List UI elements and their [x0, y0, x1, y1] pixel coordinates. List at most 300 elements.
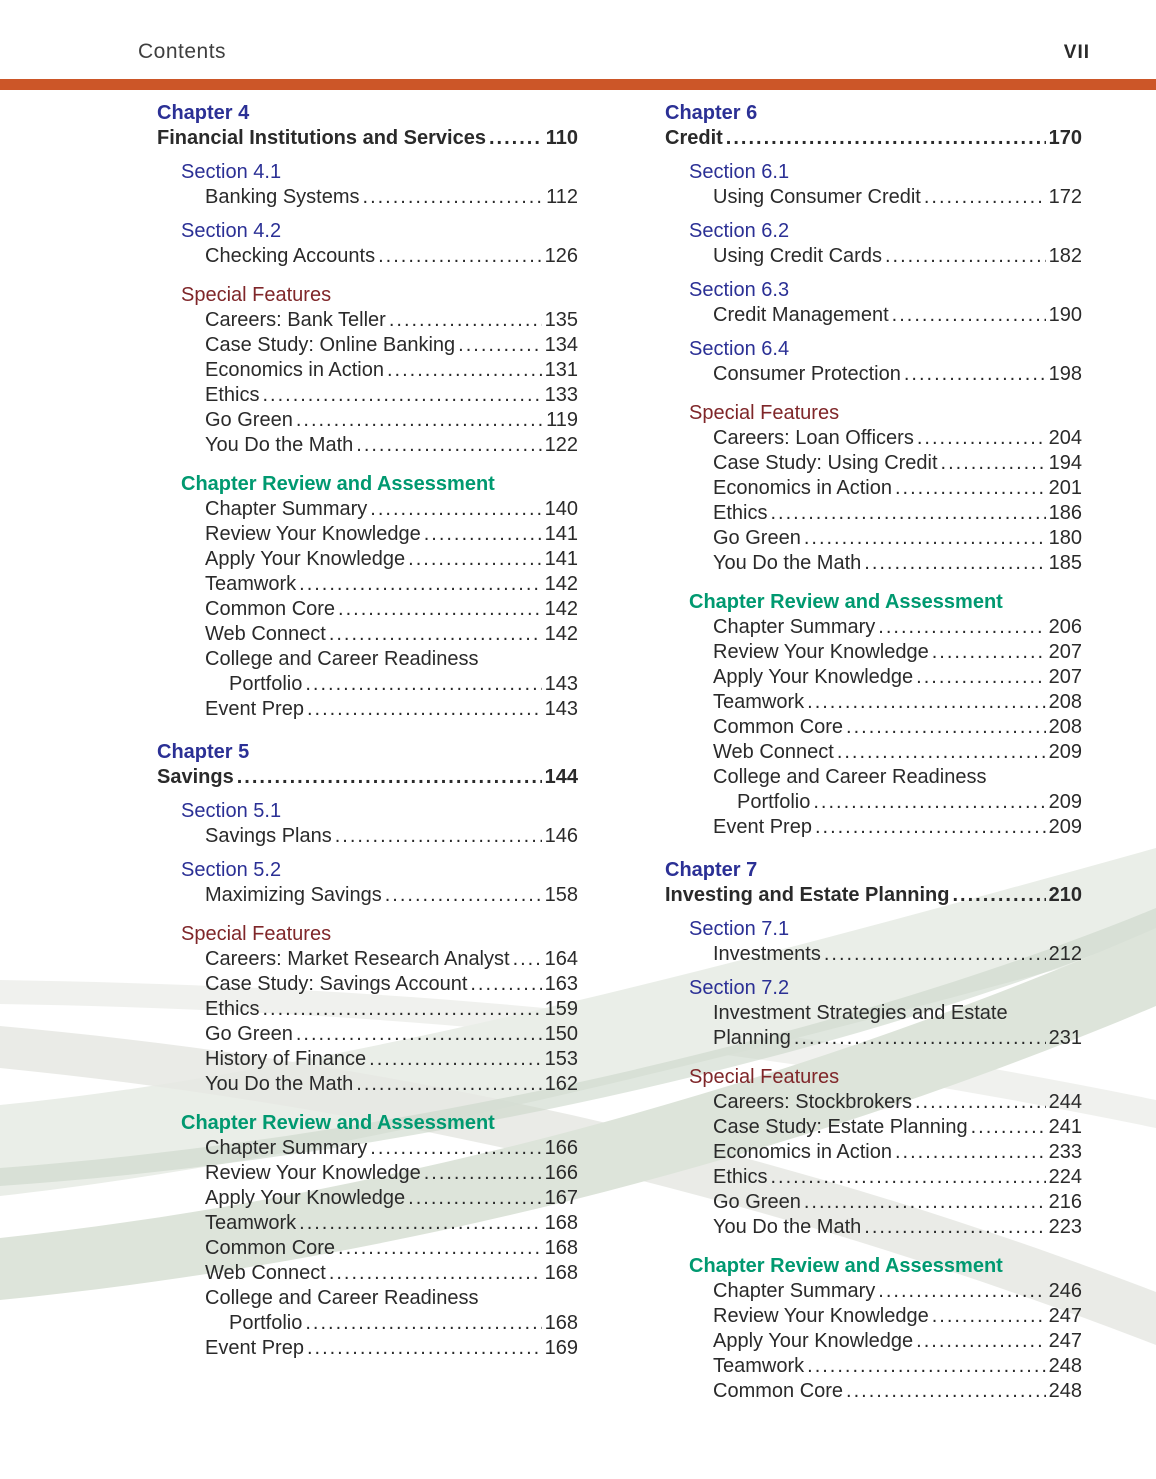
toc-entry	[157, 308, 578, 333]
features-heading: Special Features	[689, 402, 840, 424]
entry-label: Investing and Estate Planning	[665, 884, 950, 906]
page-number: 204	[1048, 427, 1082, 449]
dot-leader	[770, 501, 1045, 526]
chapter-number: Chapter 4	[157, 102, 250, 124]
dot-leader	[924, 185, 1046, 210]
entry-label: Apply Your Knowledge	[205, 1187, 406, 1209]
chapter-number: Chapter 5	[157, 741, 250, 763]
section-block	[157, 858, 578, 908]
toc-entry	[157, 333, 578, 358]
entry-label-line1: Investment Strategies and Estate	[713, 1002, 1008, 1024]
entry-label: Case Study: Online Banking	[205, 334, 456, 356]
toc-entry	[665, 501, 1082, 526]
toc-column-right	[665, 97, 1082, 1404]
toc-entry	[157, 622, 578, 647]
dot-leader	[815, 815, 1046, 840]
page-number: 122	[544, 434, 578, 456]
page-number: 209	[1048, 791, 1082, 813]
entry-label: Portfolio	[229, 673, 303, 695]
dot-leader	[892, 303, 1046, 328]
entry-label: Common Core	[713, 716, 844, 738]
entry-label: Careers: Bank Teller	[205, 309, 386, 331]
dot-leader	[424, 522, 542, 547]
toc-entry	[665, 1215, 1082, 1240]
page-number: 159	[544, 998, 578, 1020]
entry-label: Ethics	[205, 998, 260, 1020]
dot-leader	[378, 244, 542, 269]
toc-entry	[157, 1072, 578, 1097]
page-number: 231	[1048, 1027, 1082, 1049]
toc-entry	[665, 1140, 1082, 1165]
entry-label: Planning	[713, 1027, 791, 1049]
dot-leader	[895, 476, 1046, 501]
section-block	[665, 917, 1082, 967]
section-heading: Section 6.4	[689, 338, 790, 360]
toc-entry	[157, 1136, 578, 1161]
entry-label: Go Green	[205, 409, 293, 431]
entry-label: Teamwork	[205, 573, 297, 595]
entry-label: Apply Your Knowledge	[713, 1330, 914, 1352]
page-number: 206	[1048, 616, 1082, 638]
toc-entry	[157, 597, 578, 622]
dot-leader	[408, 1186, 541, 1211]
entry-label: Careers: Loan Officers	[713, 427, 914, 449]
page-number: 210	[1048, 884, 1082, 906]
section-block	[665, 976, 1082, 1051]
review-heading: Chapter Review and Assessment	[689, 1255, 1003, 1277]
page-number: 207	[1048, 666, 1082, 688]
toc-entry	[157, 383, 578, 408]
dot-leader	[804, 1190, 1046, 1215]
entry-label: Ethics	[205, 384, 260, 406]
chapter-block	[665, 858, 1082, 908]
entry-label: Review Your Knowledge	[713, 641, 929, 663]
entry-label: Teamwork	[713, 691, 805, 713]
toc-entry	[157, 1186, 578, 1211]
entry-label: Chapter Summary	[713, 1280, 876, 1302]
toc-entry	[665, 690, 1082, 715]
page-number: 170	[1048, 127, 1082, 149]
page-number: 134	[544, 334, 578, 356]
dot-leader	[385, 883, 542, 908]
dot-leader	[813, 790, 1045, 815]
page-number: 143	[544, 673, 578, 695]
entry-label: Go Green	[205, 1023, 293, 1045]
page-number: 168	[544, 1312, 578, 1334]
dot-leader	[916, 665, 1045, 690]
dot-leader	[513, 947, 542, 972]
toc-entry	[157, 947, 578, 972]
chapter-block	[665, 101, 1082, 151]
review-block	[157, 472, 578, 722]
page-number: 131	[544, 359, 578, 381]
chapter-block	[157, 740, 578, 790]
page-number: 142	[544, 598, 578, 620]
entry-label: Event Prep	[205, 698, 304, 720]
section-heading: Section 6.3	[689, 279, 790, 301]
page-number: 209	[1048, 741, 1082, 763]
entry-label: Chapter Summary	[205, 1137, 368, 1159]
toc-entry	[157, 185, 578, 210]
section-heading: Section 5.2	[181, 859, 282, 881]
review-heading: Chapter Review and Assessment	[689, 591, 1003, 613]
dot-leader	[864, 551, 1045, 576]
page-number: 244	[1048, 1091, 1082, 1113]
dot-leader	[726, 126, 1046, 151]
dot-leader	[408, 547, 541, 572]
toc-entry	[665, 1026, 1082, 1051]
toc-entry	[665, 1115, 1082, 1140]
dot-leader	[458, 333, 541, 358]
toc-entry	[157, 244, 578, 269]
entry-label: Ethics	[713, 1166, 768, 1188]
entry-label: Go Green	[713, 527, 801, 549]
entry-label: Chapter Summary	[205, 498, 368, 520]
toc-entry	[157, 1211, 578, 1236]
dot-leader	[370, 1136, 541, 1161]
section-heading: Section 4.1	[181, 161, 282, 183]
page-number: 208	[1048, 716, 1082, 738]
page-number: 180	[1048, 527, 1082, 549]
toc-entry	[157, 1047, 578, 1072]
review-heading: Chapter Review and Assessment	[181, 473, 495, 495]
dot-leader	[895, 1140, 1046, 1165]
entry-label: Apply Your Knowledge	[713, 666, 914, 688]
toc-entry	[665, 740, 1082, 765]
toc-entry	[665, 1354, 1082, 1379]
entry-label: Chapter Summary	[713, 616, 876, 638]
entry-label: Investments	[713, 943, 821, 965]
page-number: 185	[1048, 552, 1082, 574]
dot-leader	[299, 572, 541, 597]
page-number: 141	[544, 548, 578, 570]
page-number: 182	[1048, 245, 1082, 267]
entry-label: Careers: Market Research Analyst	[205, 948, 510, 970]
page-number: 166	[544, 1162, 578, 1184]
dot-leader	[794, 1026, 1046, 1051]
dot-leader	[305, 1311, 541, 1336]
entry-label: Using Consumer Credit	[713, 186, 921, 208]
entry-label: Review Your Knowledge	[713, 1305, 929, 1327]
page-number: 142	[544, 623, 578, 645]
entry-label: Portfolio	[229, 1312, 303, 1334]
dot-leader	[807, 690, 1045, 715]
entry-label: Credit Management	[713, 304, 889, 326]
dot-leader	[307, 697, 542, 722]
dot-leader	[338, 1236, 542, 1261]
entry-label: Review Your Knowledge	[205, 1162, 421, 1184]
dot-leader	[335, 824, 542, 849]
section-heading: Section 4.2	[181, 220, 282, 242]
page-number: 194	[1048, 452, 1082, 474]
dot-leader	[932, 640, 1046, 665]
page-number: 207	[1048, 641, 1082, 663]
entry-label: You Do the Math	[713, 1216, 862, 1238]
features-heading: Special Features	[689, 1066, 840, 1088]
features-block	[665, 401, 1082, 576]
section-block	[665, 160, 1082, 210]
page-number: 172	[1048, 186, 1082, 208]
entry-label: Economics in Action	[713, 1141, 892, 1163]
toc-entry	[665, 640, 1082, 665]
dot-leader	[824, 942, 1046, 967]
entry-label: Savings	[157, 766, 234, 788]
entry-label: Case Study: Estate Planning	[713, 1116, 968, 1138]
entry-label: Event Prep	[205, 1337, 304, 1359]
toc-entry	[157, 1236, 578, 1261]
entry-label: Ethics	[713, 502, 768, 524]
entry-label: Case Study: Using Credit	[713, 452, 938, 474]
entry-label: Web Connect	[205, 623, 326, 645]
toc-entry	[665, 1329, 1082, 1354]
toc-entry	[665, 1090, 1082, 1115]
toc-entry	[665, 942, 1082, 967]
page-number: 233	[1048, 1141, 1082, 1163]
entry-label: Checking Accounts	[205, 245, 376, 267]
page-header	[138, 40, 1090, 64]
toc-entry	[157, 697, 578, 722]
dot-leader	[489, 126, 543, 151]
dot-leader	[953, 883, 1046, 908]
chapter-title-row	[157, 126, 578, 151]
entry-label-line1: College and Career Readiness	[205, 1287, 479, 1309]
entry-label: Go Green	[713, 1191, 801, 1213]
toc-entry	[157, 672, 578, 697]
toc-entry	[157, 972, 578, 997]
page-number: 224	[1048, 1166, 1082, 1188]
page-number: 223	[1048, 1216, 1082, 1238]
entry-label: Consumer Protection	[713, 363, 901, 385]
entry-label: You Do the Math	[205, 1073, 354, 1095]
page-number: 168	[544, 1212, 578, 1234]
page-number: 146	[544, 825, 578, 847]
page-number: 208	[1048, 691, 1082, 713]
page-number: 186	[1048, 502, 1082, 524]
entry-label: Financial Institutions and Services	[157, 127, 486, 149]
toc-entry	[665, 815, 1082, 840]
dot-leader	[356, 1072, 541, 1097]
page-number: 112	[546, 186, 578, 208]
toc-entry	[665, 1165, 1082, 1190]
dot-leader	[389, 308, 542, 333]
dot-leader	[878, 1279, 1045, 1304]
page-title: Contents	[138, 40, 227, 63]
section-block	[665, 337, 1082, 387]
dot-leader	[915, 1090, 1046, 1115]
entry-label: Banking Systems	[205, 186, 360, 208]
dot-leader	[846, 715, 1046, 740]
toc-entry	[157, 1311, 578, 1336]
entry-label: Savings Plans	[205, 825, 332, 847]
features-heading: Special Features	[181, 923, 332, 945]
page-number: 119	[546, 409, 578, 431]
toc-entry	[157, 522, 578, 547]
page-number: 248	[1048, 1380, 1082, 1402]
dot-leader	[971, 1115, 1046, 1140]
chapter-block	[157, 101, 578, 151]
page-number: 212	[1048, 943, 1082, 965]
page-number: 247	[1048, 1330, 1082, 1352]
toc-entry	[157, 1161, 578, 1186]
features-block	[157, 922, 578, 1097]
section-block	[665, 278, 1082, 328]
section-heading: Section 5.1	[181, 800, 282, 822]
entry-label: Common Core	[713, 1380, 844, 1402]
review-block	[665, 1254, 1082, 1404]
folio-page-number: VII	[1063, 42, 1090, 63]
dot-leader	[305, 672, 541, 697]
page-number: 198	[1048, 363, 1082, 385]
entry-label: Economics in Action	[205, 359, 384, 381]
entry-label: Economics in Action	[713, 477, 892, 499]
entry-label: Using Credit Cards	[713, 245, 882, 267]
dot-leader	[932, 1304, 1046, 1329]
toc-entry	[157, 408, 578, 433]
toc-entry	[665, 1379, 1082, 1404]
dot-leader	[917, 426, 1046, 451]
chapter-number: Chapter 7	[665, 859, 758, 881]
page-number: 216	[1048, 1191, 1082, 1213]
accent-bar	[0, 79, 1156, 90]
entry-label-line1: College and Career Readiness	[205, 648, 479, 670]
page-number: 158	[544, 884, 578, 906]
page-number: 246	[1048, 1280, 1082, 1302]
page-number: 248	[1048, 1355, 1082, 1377]
toc-entry	[665, 551, 1082, 576]
entry-label-line1: College and Career Readiness	[713, 766, 987, 788]
entry-label: Web Connect	[713, 741, 834, 763]
entry-label: Maximizing Savings	[205, 884, 382, 906]
section-block	[157, 219, 578, 269]
page-number: 153	[544, 1048, 578, 1070]
toc-entry	[665, 615, 1082, 640]
page-number: 241	[1048, 1116, 1082, 1138]
entry-label: Common Core	[205, 1237, 336, 1259]
toc-column-left	[157, 97, 578, 1361]
entry-label: Review Your Knowledge	[205, 523, 421, 545]
chapter-title-row	[665, 883, 1082, 908]
entry-label: Careers: Stockbrokers	[713, 1091, 912, 1113]
dot-leader	[846, 1379, 1046, 1404]
dot-leader	[369, 1047, 541, 1072]
toc-entry	[157, 1022, 578, 1047]
section-heading: Section 6.1	[689, 161, 790, 183]
toc-entry	[157, 433, 578, 458]
page-number: 169	[544, 1337, 578, 1359]
dot-leader	[804, 526, 1046, 551]
section-block	[157, 160, 578, 210]
toc-entry	[157, 883, 578, 908]
entry-label: Credit	[665, 127, 723, 149]
dot-leader	[262, 383, 541, 408]
toc-entry	[665, 451, 1082, 476]
entry-label: Event Prep	[713, 816, 812, 838]
page-number: 140	[544, 498, 578, 520]
toc-entry	[157, 358, 578, 383]
entry-label: Portfolio	[737, 791, 811, 813]
dot-leader	[299, 1211, 541, 1236]
page-number: 143	[544, 698, 578, 720]
toc-entry	[665, 426, 1082, 451]
entry-label: You Do the Math	[713, 552, 862, 574]
section-heading: Section 7.2	[689, 977, 790, 999]
dot-leader	[296, 408, 543, 433]
page-number: 142	[544, 573, 578, 595]
page-number: 166	[544, 1137, 578, 1159]
page-number: 141	[544, 523, 578, 545]
toc-entry	[665, 362, 1082, 387]
review-heading: Chapter Review and Assessment	[181, 1112, 495, 1134]
entry-label: Teamwork	[713, 1355, 805, 1377]
toc-entry	[157, 997, 578, 1022]
dot-leader	[356, 433, 541, 458]
toc-entry	[157, 497, 578, 522]
section-heading: Section 7.1	[689, 918, 790, 940]
dot-leader	[770, 1165, 1045, 1190]
dot-leader	[807, 1354, 1045, 1379]
page-number: 126	[544, 245, 578, 267]
dot-leader	[363, 185, 544, 210]
page-number: 168	[544, 1262, 578, 1284]
page-number: 110	[545, 127, 578, 149]
section-heading: Section 6.2	[689, 220, 790, 242]
toc-entry	[665, 1190, 1082, 1215]
dot-leader	[307, 1336, 542, 1361]
dot-leader	[878, 615, 1045, 640]
toc-entry	[665, 526, 1082, 551]
toc-entry	[157, 1336, 578, 1361]
toc-entry	[665, 790, 1082, 815]
dot-leader	[885, 244, 1046, 269]
features-heading: Special Features	[181, 284, 332, 306]
dot-leader	[837, 740, 1046, 765]
dot-leader	[941, 451, 1046, 476]
page-number: 209	[1048, 816, 1082, 838]
toc-entry	[665, 1279, 1082, 1304]
dot-leader	[338, 597, 542, 622]
dot-leader	[864, 1215, 1045, 1240]
page-number: 168	[544, 1237, 578, 1259]
chapter-title-row	[665, 126, 1082, 151]
toc-entry	[665, 244, 1082, 269]
page-number: 150	[544, 1023, 578, 1045]
review-block	[157, 1111, 578, 1361]
dot-leader	[237, 765, 542, 790]
entry-label: Case Study: Savings Account	[205, 973, 468, 995]
chapter-number: Chapter 6	[665, 102, 758, 124]
entry-label: You Do the Math	[205, 434, 354, 456]
dot-leader	[370, 497, 541, 522]
toc-entry	[157, 824, 578, 849]
review-block	[665, 590, 1082, 840]
page-number: 201	[1048, 477, 1082, 499]
entry-label: History of Finance	[205, 1048, 367, 1070]
page-number: 163	[544, 973, 578, 995]
entry-label: Common Core	[205, 598, 336, 620]
dot-leader	[387, 358, 542, 383]
chapter-title-row	[157, 765, 578, 790]
features-block	[157, 283, 578, 458]
dot-leader	[916, 1329, 1045, 1354]
toc-entry	[665, 185, 1082, 210]
dot-leader	[296, 1022, 542, 1047]
page-number: 135	[544, 309, 578, 331]
entry-label: Apply Your Knowledge	[205, 548, 406, 570]
toc-entry	[157, 547, 578, 572]
features-block	[665, 1065, 1082, 1240]
entry-label: Teamwork	[205, 1212, 297, 1234]
dot-leader	[329, 622, 542, 647]
